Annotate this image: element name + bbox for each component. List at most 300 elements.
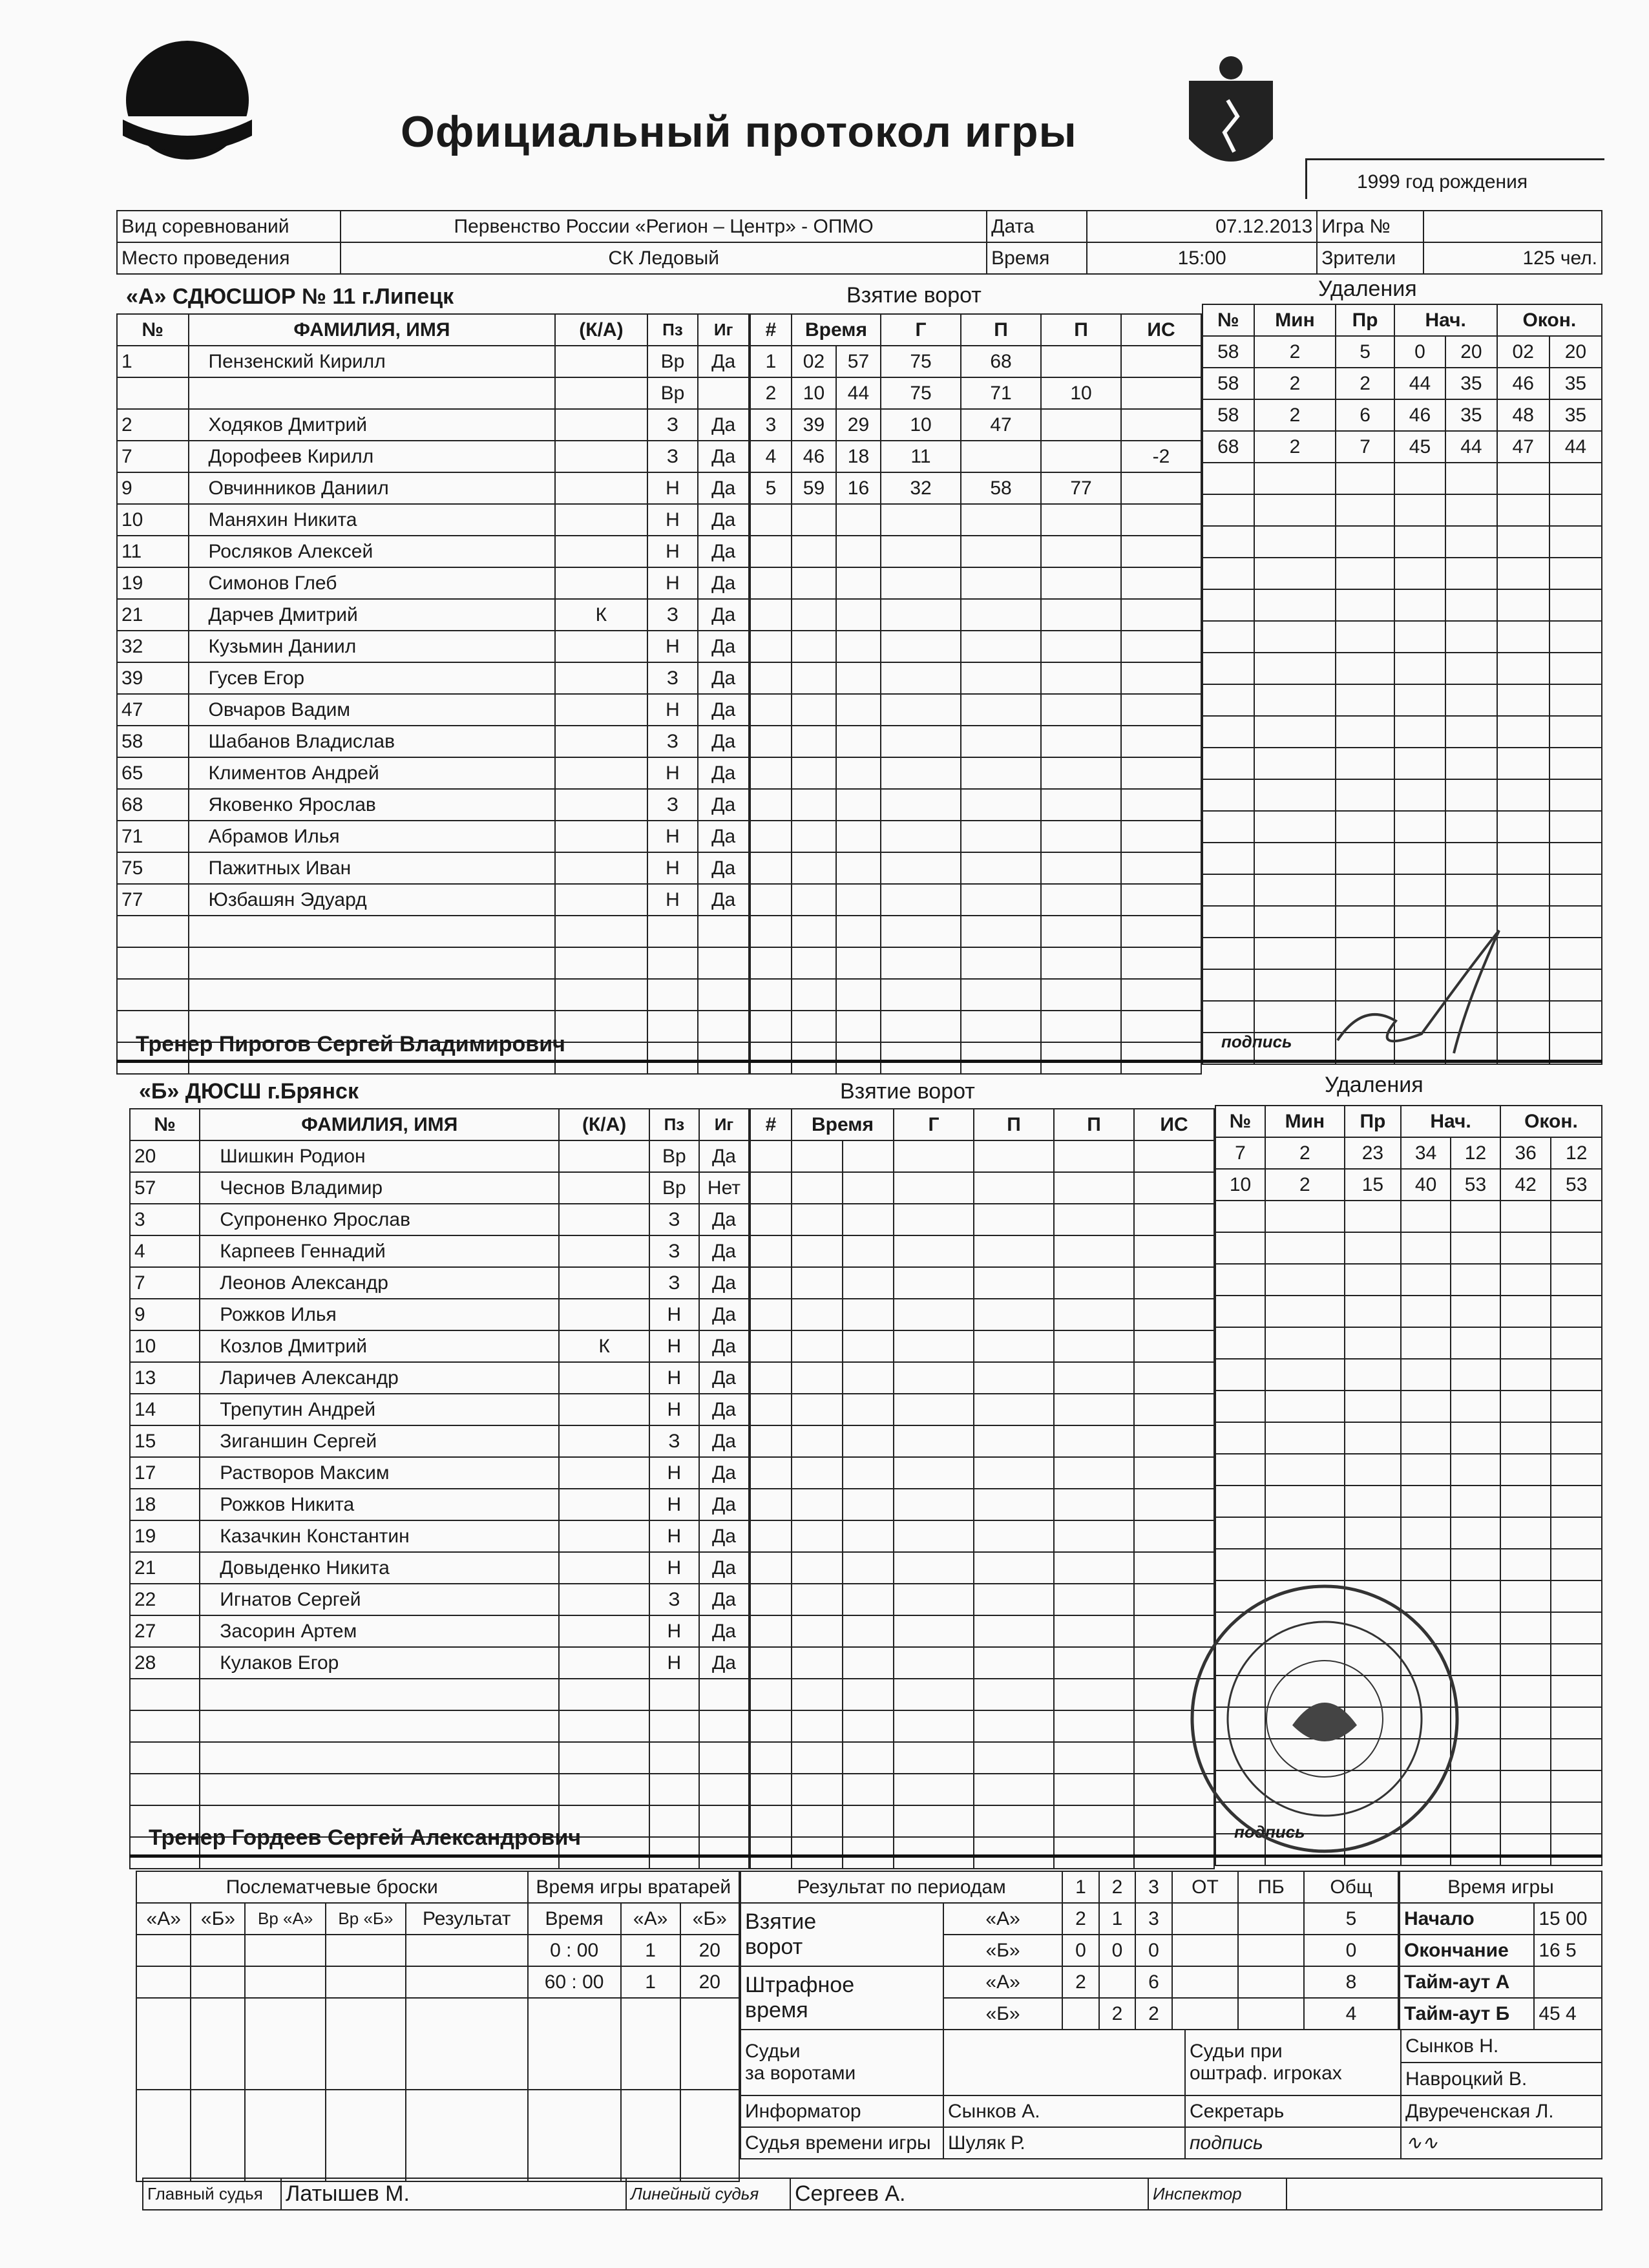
pen-minutes xyxy=(1254,779,1336,811)
goal-second: 57 xyxy=(836,346,881,377)
goal-assist-1 xyxy=(974,1552,1054,1584)
player-number: 57 xyxy=(130,1172,200,1204)
goal-row xyxy=(750,1330,1214,1362)
pen-start-sec xyxy=(1445,874,1497,906)
pen-end-sec xyxy=(1551,1232,1602,1264)
table-row xyxy=(130,1425,749,1457)
player-name: Карпеев Геннадий xyxy=(200,1235,559,1267)
goal-assist-1 xyxy=(974,1362,1054,1394)
player-name: Довыденко Никита xyxy=(200,1552,559,1584)
pen-start-sec xyxy=(1445,716,1497,748)
player-number: 13 xyxy=(130,1362,200,1394)
goal-assist-2 xyxy=(1041,346,1121,377)
pen-player xyxy=(1215,1359,1265,1391)
player-name xyxy=(189,979,556,1011)
table-row xyxy=(117,821,749,852)
goal-assist-2 xyxy=(1041,694,1121,726)
player-position: Н xyxy=(649,1330,699,1362)
table-row xyxy=(117,346,749,377)
table-row xyxy=(130,1140,749,1172)
pen-start-min xyxy=(1401,1327,1451,1359)
pen-reason xyxy=(1345,1486,1401,1517)
pen-player xyxy=(1203,716,1254,748)
goal-second xyxy=(843,1615,894,1647)
pen-player xyxy=(1203,906,1254,938)
goal-strength xyxy=(1121,694,1201,726)
player-position: Н xyxy=(647,472,698,504)
pen-end-sec xyxy=(1551,1296,1602,1327)
player-position xyxy=(647,1011,698,1042)
goal-scorer xyxy=(881,599,961,631)
goal-assist-2 xyxy=(1041,599,1121,631)
player-name: Ходяков Дмитрий xyxy=(189,409,556,441)
game-time-table xyxy=(1399,1871,1602,2030)
pim-a-ot xyxy=(1172,1966,1239,1998)
pen-judges-label: Судьи при оштраф. игроках xyxy=(1185,2030,1401,2095)
pen-reason: 2 xyxy=(1336,368,1394,399)
player-position xyxy=(649,1837,699,1869)
pen-minutes xyxy=(1254,969,1336,1001)
player-name: Юзбашян Эдуард xyxy=(189,884,556,916)
pen-end-min: 36 xyxy=(1500,1137,1551,1169)
goal-strength xyxy=(1121,504,1201,536)
player-position: Вр xyxy=(649,1140,699,1172)
pen-end-sec xyxy=(1549,494,1602,526)
goal-assist-1 xyxy=(974,1710,1054,1742)
player-played: Да xyxy=(699,1394,749,1425)
team-a-label: «А» СДЮСШОР № 11 г.Липецк xyxy=(126,284,454,309)
goal-number xyxy=(750,1679,792,1710)
penalty-row xyxy=(1203,653,1602,684)
per-col-ot: ОТ xyxy=(1172,1871,1239,1903)
pen-minutes xyxy=(1254,716,1336,748)
goal-assist-1: 58 xyxy=(961,472,1041,504)
goal-assist-1 xyxy=(974,1267,1054,1299)
so-col-result: Результат xyxy=(406,1903,528,1935)
goal-minute: 39 xyxy=(792,409,836,441)
player-played: Да xyxy=(698,694,749,726)
goal-row xyxy=(750,821,1201,852)
gk-row-2-b: 20 xyxy=(680,1966,740,1998)
goal-minute: 02 xyxy=(792,346,836,377)
goal-strength xyxy=(1121,979,1201,1011)
pen-col-start: Нач. xyxy=(1394,304,1497,336)
goal-scorer xyxy=(894,1489,974,1520)
penalty-row xyxy=(1215,1264,1602,1296)
goal-strength xyxy=(1121,631,1201,662)
penalty-row xyxy=(1215,1486,1602,1517)
pen-reason: 7 xyxy=(1336,431,1394,463)
official-stamp-icon xyxy=(1182,1577,1467,1861)
start-label: Начало xyxy=(1400,1903,1534,1935)
table-row xyxy=(117,757,749,789)
goal-col-g: Г xyxy=(894,1109,974,1140)
goal-assist-2 xyxy=(1054,1362,1134,1394)
goal-scorer: 75 xyxy=(881,377,961,409)
player-position: Вр xyxy=(647,377,698,409)
penalty-row xyxy=(1203,399,1602,431)
player-position: Н xyxy=(649,1615,699,1647)
per-col-total: Общ xyxy=(1304,1871,1398,1903)
pen-start-min xyxy=(1394,811,1445,843)
table-row xyxy=(117,567,749,599)
player-played: Да xyxy=(699,1489,749,1520)
pen-judge-a: Сынков Н. xyxy=(1401,2030,1602,2063)
table-row xyxy=(117,726,749,757)
goal-row xyxy=(750,1011,1201,1042)
player-ka xyxy=(559,1774,649,1805)
player-number: 47 xyxy=(117,694,189,726)
pim-a-pb xyxy=(1238,1966,1304,1998)
pen-end-sec xyxy=(1551,1454,1602,1486)
pen-start-sec: 12 xyxy=(1451,1137,1500,1169)
goal-assist-2 xyxy=(1054,1330,1134,1362)
goal-second xyxy=(836,884,881,916)
player-position: Н xyxy=(647,567,698,599)
goal-strength xyxy=(1121,852,1201,884)
pen-col-reason: Пр xyxy=(1345,1106,1401,1137)
goal-row xyxy=(750,1489,1214,1520)
pen-start-sec xyxy=(1445,463,1497,494)
pen-end-sec: 35 xyxy=(1549,399,1602,431)
goal-assist-2 xyxy=(1041,662,1121,694)
goal-number xyxy=(750,1742,792,1774)
pen-reason xyxy=(1345,1264,1401,1296)
team-a-coach: Тренер Пирогов Сергей Владимирович xyxy=(136,1032,565,1056)
pen-start-sec xyxy=(1451,1454,1500,1486)
player-number: 9 xyxy=(130,1299,200,1330)
pen-start-sec xyxy=(1445,684,1497,716)
player-ka xyxy=(555,726,647,757)
pen-end-min: 46 xyxy=(1497,368,1549,399)
pim-b-total: 4 xyxy=(1304,1998,1398,2030)
league-logo-icon xyxy=(116,39,258,168)
pen-minutes: 2 xyxy=(1254,431,1336,463)
player-name xyxy=(200,1710,559,1742)
pen-end-sec xyxy=(1551,1486,1602,1517)
team-b-pen-title: Удаления xyxy=(1325,1073,1423,1097)
goal-scorer xyxy=(881,757,961,789)
goal-second xyxy=(843,1837,894,1869)
player-number: 75 xyxy=(117,852,189,884)
goal-number xyxy=(750,1140,792,1172)
pen-reason xyxy=(1336,653,1394,684)
goal-assist-1 xyxy=(961,694,1041,726)
player-number: 65 xyxy=(117,757,189,789)
pen-minutes xyxy=(1254,843,1336,874)
goal-minute xyxy=(792,631,836,662)
gk-row-2-time: 60 : 00 xyxy=(528,1966,621,1998)
player-played: Да xyxy=(699,1362,749,1394)
spect-value: 125 чел. xyxy=(1423,242,1602,274)
pen-player xyxy=(1215,1327,1265,1359)
goal-assist-1 xyxy=(974,1742,1054,1774)
goals-b-label: «Б» xyxy=(943,1935,1062,1966)
timekeeper-label: Судья времени игры xyxy=(740,2127,943,2159)
pen-end-min xyxy=(1500,1644,1551,1675)
pen-minutes: 2 xyxy=(1265,1137,1345,1169)
table-row xyxy=(130,1552,749,1584)
player-name: Росляков Алексей xyxy=(189,536,556,567)
pen-start-min xyxy=(1394,716,1445,748)
player-number: 21 xyxy=(130,1552,200,1584)
goal-minute xyxy=(792,1457,843,1489)
player-played: Да xyxy=(698,852,749,884)
player-position: Н xyxy=(647,852,698,884)
goal-row xyxy=(750,1584,1214,1615)
goal-assist-1 xyxy=(961,726,1041,757)
goal-minute xyxy=(792,1489,843,1520)
pen-reason xyxy=(1336,526,1394,558)
goal-number xyxy=(750,1235,792,1267)
player-number: 7 xyxy=(117,441,189,472)
penalty-row xyxy=(1203,748,1602,779)
goal-scorer xyxy=(894,1679,974,1710)
goal-strength xyxy=(1121,377,1201,409)
player-number xyxy=(117,947,189,979)
goal-scorer xyxy=(894,1742,974,1774)
goal-assist-1 xyxy=(961,757,1041,789)
player-name: Рожков Никита xyxy=(200,1489,559,1520)
player-ka xyxy=(559,1615,649,1647)
goal-assist-1 xyxy=(961,662,1041,694)
goal-second xyxy=(836,662,881,694)
goal-assist-1 xyxy=(961,979,1041,1011)
goal-minute: 59 xyxy=(792,472,836,504)
pen-end-sec xyxy=(1549,843,1602,874)
pen-player xyxy=(1203,463,1254,494)
goal-scorer xyxy=(894,1710,974,1742)
goal-scorer xyxy=(894,1204,974,1235)
player-played xyxy=(699,1742,749,1774)
goal-row xyxy=(750,979,1201,1011)
goal-assist-1 xyxy=(974,1805,1054,1837)
player-ka xyxy=(555,916,647,947)
goal-minute xyxy=(792,1362,843,1394)
player-position: Н xyxy=(647,757,698,789)
player-number: 7 xyxy=(130,1267,200,1299)
goal-assist-2 xyxy=(1041,947,1121,979)
goal-second xyxy=(836,567,881,599)
comp-value: Первенство России «Регион – Центр» - ОПМО xyxy=(341,211,987,242)
player-position: З xyxy=(649,1235,699,1267)
pen-start-min xyxy=(1401,1517,1451,1549)
goal-number xyxy=(750,536,792,567)
table-row xyxy=(130,1489,749,1520)
player-position: Н xyxy=(649,1552,699,1584)
goal-assist-2 xyxy=(1054,1584,1134,1615)
player-ka xyxy=(555,1011,647,1042)
penalty-row xyxy=(1215,1327,1602,1359)
table-row xyxy=(117,441,749,472)
pen-start-min xyxy=(1394,874,1445,906)
table-row xyxy=(117,884,749,916)
goal-col-is: ИС xyxy=(1121,314,1201,346)
goal-minute xyxy=(792,1520,843,1552)
player-number: 19 xyxy=(117,567,189,599)
player-position: Н xyxy=(647,694,698,726)
pen-minutes xyxy=(1254,684,1336,716)
player-name xyxy=(200,1679,559,1710)
so-col-a: «А» xyxy=(136,1903,191,1935)
goal-minute xyxy=(792,504,836,536)
player-position: Н xyxy=(647,504,698,536)
per-col-2: 2 xyxy=(1099,1871,1136,1903)
player-position: Н xyxy=(649,1362,699,1394)
goals-b-pb xyxy=(1238,1935,1304,1966)
gk-col-a: «А» xyxy=(621,1903,680,1935)
pen-start-sec xyxy=(1445,526,1497,558)
player-position: З xyxy=(649,1584,699,1615)
pen-player xyxy=(1215,1549,1265,1580)
goal-row xyxy=(750,1235,1214,1267)
pen-reason xyxy=(1336,621,1394,653)
player-ka xyxy=(559,1425,649,1457)
goal-assist-1 xyxy=(974,1774,1054,1805)
player-played: Да xyxy=(698,472,749,504)
player-played: Да xyxy=(698,504,749,536)
player-position: Н xyxy=(649,1647,699,1679)
goal-second xyxy=(843,1267,894,1299)
pen-minutes: 2 xyxy=(1254,399,1336,431)
goal-row xyxy=(750,726,1201,757)
goal-col-p2: П xyxy=(1041,314,1121,346)
player-position: З xyxy=(649,1267,699,1299)
goal-scorer: 75 xyxy=(881,346,961,377)
player-played xyxy=(699,1805,749,1837)
goal-row xyxy=(750,884,1201,916)
goal-second xyxy=(836,1042,881,1074)
pen-reason xyxy=(1336,748,1394,779)
player-position xyxy=(649,1742,699,1774)
table-row xyxy=(117,916,749,947)
player-position: Н xyxy=(647,536,698,567)
goal-row xyxy=(750,1710,1214,1742)
table-row xyxy=(117,536,749,567)
penalty-row xyxy=(1203,463,1602,494)
pen-reason xyxy=(1345,1391,1401,1422)
goal-assist-2 xyxy=(1041,441,1121,472)
player-played: Да xyxy=(699,1647,749,1679)
goal-scorer xyxy=(881,694,961,726)
pen-end-min xyxy=(1500,1454,1551,1486)
goal-minute xyxy=(792,1742,843,1774)
goal-strength xyxy=(1134,1172,1214,1204)
pen-reason xyxy=(1345,1327,1401,1359)
pen-reason xyxy=(1345,1232,1401,1264)
player-name: Дорофеев Кирилл xyxy=(189,441,556,472)
player-name xyxy=(200,1742,559,1774)
player-position xyxy=(649,1710,699,1742)
goal-assist-1: 71 xyxy=(961,377,1041,409)
team-a-goals-title: Взятие ворот xyxy=(846,283,982,308)
goal-assist-1 xyxy=(974,1394,1054,1425)
team-b-goals-table xyxy=(750,1108,1215,1869)
per-col-pb: ПБ xyxy=(1238,1871,1304,1903)
place-label: Место проведения xyxy=(117,242,341,274)
goals-b-ot xyxy=(1172,1935,1239,1966)
goal-scorer xyxy=(881,821,961,852)
table-row xyxy=(130,1615,749,1647)
pen-player: 10 xyxy=(1215,1169,1265,1201)
goal-col-time: Время xyxy=(792,1109,894,1140)
goal-scorer xyxy=(894,1615,974,1647)
linesman-label: Линейный судья xyxy=(626,2178,790,2210)
pen-minutes xyxy=(1254,494,1336,526)
pen-minutes xyxy=(1254,463,1336,494)
player-position: Н xyxy=(649,1394,699,1425)
goal-row xyxy=(750,1140,1214,1172)
goal-row xyxy=(750,567,1201,599)
pen-judge-b: Навроцкий В. xyxy=(1401,2063,1602,2095)
goal-assist-1 xyxy=(974,1299,1054,1330)
player-ka xyxy=(559,1140,649,1172)
pen-player: 58 xyxy=(1203,336,1254,368)
table-row xyxy=(130,1679,749,1710)
pen-end-min xyxy=(1497,779,1549,811)
goals-a-p2: 1 xyxy=(1099,1903,1136,1935)
penalty-row xyxy=(1203,431,1602,463)
penalty-row xyxy=(1203,684,1602,716)
goal-minute xyxy=(792,1011,836,1042)
pen-end-sec: 44 xyxy=(1549,431,1602,463)
goal-assist-2 xyxy=(1041,884,1121,916)
player-ka xyxy=(555,631,647,662)
pen-end-sec xyxy=(1551,1834,1602,1865)
goal-second xyxy=(836,504,881,536)
player-position: З xyxy=(649,1425,699,1457)
bottom-sign-label: подпись xyxy=(1185,2127,1401,2159)
pen-end-min xyxy=(1497,526,1549,558)
goal-assist-2 xyxy=(1054,1394,1134,1425)
end-value: 16 5 xyxy=(1534,1935,1602,1966)
goal-assist-1 xyxy=(961,631,1041,662)
goal-col-p1: П xyxy=(974,1109,1054,1140)
goal-minute: 46 xyxy=(792,441,836,472)
goal-minute xyxy=(792,1042,836,1074)
pen-start-sec xyxy=(1451,1517,1500,1549)
pen-end-min: 02 xyxy=(1497,336,1549,368)
player-played: Да xyxy=(698,599,749,631)
goal-number: 5 xyxy=(750,472,792,504)
pen-start-min xyxy=(1394,684,1445,716)
goal-second xyxy=(836,821,881,852)
referees-table xyxy=(142,2178,1602,2210)
player-number: 28 xyxy=(130,1647,200,1679)
game-label: Игра № xyxy=(1317,211,1423,242)
player-number: 21 xyxy=(117,599,189,631)
player-name: Супроненко Ярослав xyxy=(200,1204,559,1235)
goal-strength xyxy=(1121,567,1201,599)
player-number: 10 xyxy=(117,504,189,536)
penalty-row xyxy=(1215,1454,1602,1486)
goal-second xyxy=(843,1552,894,1584)
pen-col-no: № xyxy=(1215,1106,1265,1137)
goal-row xyxy=(750,504,1201,536)
table-row xyxy=(117,694,749,726)
goal-number: 4 xyxy=(750,441,792,472)
pen-end-sec xyxy=(1549,621,1602,653)
pen-start-min xyxy=(1401,1549,1451,1580)
pen-player xyxy=(1215,1517,1265,1549)
pen-end-sec: 20 xyxy=(1549,336,1602,368)
pen-end-min xyxy=(1500,1391,1551,1422)
table-row xyxy=(130,1267,749,1299)
goal-assist-2 xyxy=(1041,916,1121,947)
pen-end-sec: 35 xyxy=(1549,368,1602,399)
goal-number xyxy=(750,1042,792,1074)
player-name: Климентов Андрей xyxy=(189,757,556,789)
